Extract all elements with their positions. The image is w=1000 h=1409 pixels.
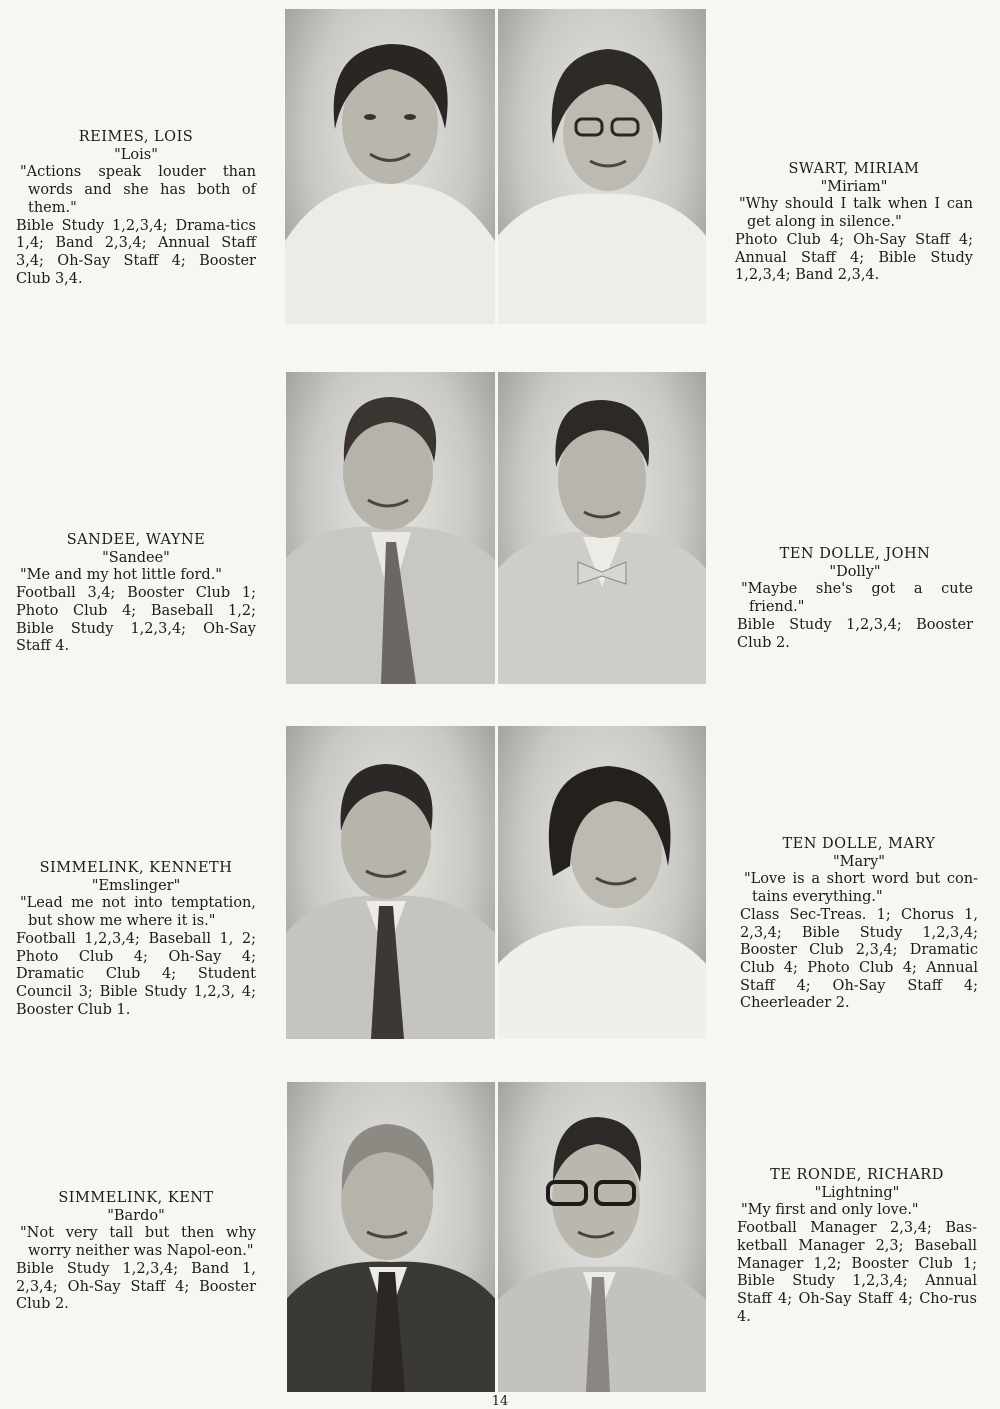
- portrait-swart-miriam: [498, 9, 706, 324]
- senior-activities: Photo Club 4; Oh-Say Staff 4; Annual Staff 4; Bible Study 1,2,3,4; Band 2,3,4.: [735, 231, 973, 284]
- senior-quote: "Love is a short word but con-tains everything.": [744, 871, 978, 906]
- senior-activities: Football 1,2,3,4; Baseball 1, 2; Photo Club 4; Oh-Say 4; Dramatic Club 4; Student Council 3; Bible Study 1,2,3, 4; Booster Club 1.: [16, 930, 256, 1018]
- portrait-simmelink-kenneth: [286, 726, 495, 1039]
- page-number: 14: [491, 1394, 509, 1409]
- senior-name: TE RONDE, RICHARD: [770, 1167, 944, 1183]
- portrait-reimes-lois: [285, 9, 495, 324]
- portrait-te-ronde-richard: [498, 1082, 706, 1392]
- senior-quote: "Me and my hot little ford.": [20, 567, 222, 584]
- senior-activities: Class Sec-Treas. 1; Chorus 1, 2,3,4; Bible Study 1,2,3,4; Booster Club 2,3,4; Dramatic Club 4; Photo Club 4; Annual Staff 4; Oh-Say Staff 4; Cheerleader 2.: [740, 906, 978, 1012]
- senior-quote: "Why should I talk when I can get along in silence.": [739, 196, 973, 231]
- senior-nickname: "Lois": [114, 146, 158, 163]
- senior-bio-ten-dolle-john: [737, 546, 973, 652]
- senior-quote: "Lead me not into temptation, but show me where it is.": [20, 895, 256, 930]
- senior-nickname: "Sandee": [102, 549, 170, 566]
- portrait-simmelink-kent: [287, 1082, 495, 1392]
- senior-name: SIMMELINK, KENNETH: [39, 860, 233, 876]
- senior-nickname: "Lightning": [814, 1184, 900, 1201]
- senior-nickname: "Emslinger": [91, 877, 181, 894]
- senior-bio-reimes-lois: [16, 129, 256, 288]
- senior-bio-swart-miriam: [735, 161, 973, 285]
- senior-nickname: "Dolly": [829, 563, 881, 580]
- senior-quote: "Not very tall but then why worry neither was Napol-eon.": [20, 1225, 256, 1260]
- senior-bio-sandee-wayne: [16, 532, 256, 656]
- senior-quote: "Maybe she's got a cute friend.": [741, 581, 973, 616]
- senior-name: TEN DOLLE, MARY: [782, 836, 936, 852]
- senior-activities: Bible Study 1,2,3,4; Band 1, 2,3,4; Oh-Say Staff 4; Booster Club 2.: [16, 1260, 256, 1313]
- portrait-ten-dolle-mary: [498, 726, 706, 1039]
- senior-nickname: "Mary": [833, 853, 885, 870]
- senior-bio-simmelink-kenneth: [16, 860, 256, 1019]
- senior-bio-simmelink-kent: [16, 1190, 256, 1314]
- senior-activities: Football 3,4; Booster Club 1; Photo Club 4; Baseball 1,2; Bible Study 1,2,3,4; Oh-Say Staff 4.: [16, 585, 256, 655]
- senior-name: REIMES, LOIS: [78, 129, 194, 145]
- senior-name: SANDEE, WAYNE: [66, 532, 206, 548]
- senior-quote: "My first and only love.": [741, 1202, 919, 1219]
- senior-activities: Bible Study 1,2,3,4; Booster Club 2.: [737, 616, 973, 651]
- portrait-sandee-wayne: [286, 372, 495, 684]
- senior-nickname: "Miriam": [820, 178, 888, 195]
- portrait-ten-dolle-john: [498, 372, 706, 684]
- senior-bio-ten-dolle-mary: [740, 836, 978, 1013]
- senior-activities: Bible Study 1,2,3,4; Drama-tics 1,4; Band 2,3,4; Annual Staff 3,4; Oh-Say Staff 4; Booster Club 3,4.: [16, 217, 256, 287]
- senior-activities: Football Manager 2,3,4; Bas-ketball Manager 2,3; Baseball Manager 1,2; Booster Club 1; Bible Study 1,2,3,4; Annual Staff 4; Oh-Say Staff 4; Cho-rus 4.: [737, 1220, 977, 1325]
- senior-name: TEN DOLLE, JOHN: [779, 546, 931, 562]
- senior-bio-te-ronde-richard: [737, 1167, 977, 1326]
- senior-nickname: "Bardo": [107, 1207, 165, 1224]
- senior-quote: "Actions speak louder than words and she has both of them.": [20, 164, 256, 216]
- senior-name: SIMMELINK, KENT: [58, 1190, 214, 1206]
- senior-name: SWART, MIRIAM: [788, 161, 920, 177]
